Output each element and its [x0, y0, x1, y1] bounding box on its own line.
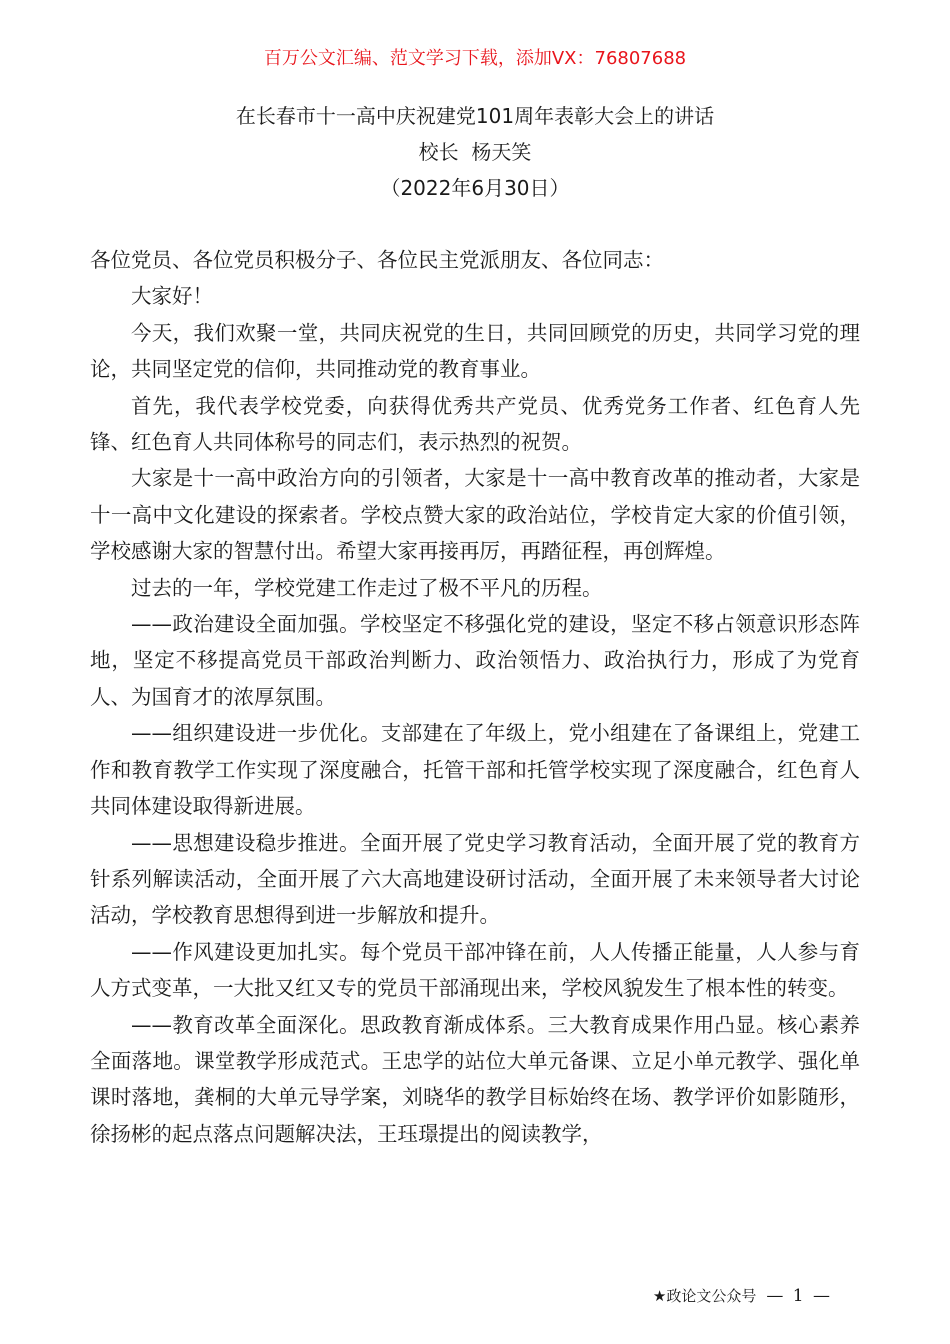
paragraph: ——政治建设全面加强。学校坚定不移强化党的建设，坚定不移占领意识形态阵地，坚定不移提高党员干部政治判断力、政治领悟力、政治执行力，形成了为党育人、为国育才的浓厚氛围。 — [90, 612, 860, 709]
speaker-line: 校长 杨天笑 — [418, 140, 532, 164]
salutation: 各位党员、各位党员积极分子、各位民主党派朋友、各位同志： — [90, 248, 664, 272]
ad-banner: 百万公文汇编、范文学习下载，添加VX：76807688 — [263, 48, 687, 69]
speech-title: 在长春市十一高中庆祝建党101周年表彰大会上的讲话 — [235, 104, 715, 128]
title-block — [0, 98, 950, 206]
paragraph: ——作风建设更加扎实。每个党员干部冲锋在前，人人传播正能量，人人参与育人方式变革，一大批又红又专的党员干部涌现出来，学校风貌发生了根本性的转变。 — [90, 939, 860, 1001]
page-number: — 1 — — [766, 1286, 832, 1306]
speech-body — [90, 242, 860, 1152]
speech-date: （2022年6月30日） — [380, 176, 570, 200]
footer-source: ★政论文公众号 — [652, 1287, 757, 1305]
paragraph: ——教育改革全面深化。思政教育渐成体系。三大教育成果作用凸显。核心素养全面落地。课堂教学形成范式。王忠学的站位大单元备课、立足小单元教学、强化单课时落地，龚桐的大单元导学案，刘晓华的教学目标始终在场、教学评价如影随形，徐扬彬的起点落点问题解决法，王珏璟提出的阅读教学， — [90, 1012, 860, 1146]
paragraph: 今天，我们欢聚一堂，共同庆祝党的生日，共同回顾党的历史，共同学习党的理论，共同坚定党的信仰，共同推动党的教育事业。 — [90, 320, 860, 382]
paragraph: ——思想建设稳步推进。全面开展了党史学习教育活动，全面开展了党的教育方针系列解读活动，全面开展了六大高地建设研讨活动，全面开展了未来领导者大讨论活动，学校教育思想得到进一步解放和提升。 — [90, 830, 860, 928]
page-footer — [653, 1282, 832, 1310]
paragraph: 首先，我代表学校党委，向获得优秀共产党员、优秀党务工作者、红色育人先锋、红色育人共同体称号的同志们，表示热烈的祝贺。 — [90, 393, 860, 455]
paragraph: 大家好！ — [131, 284, 213, 309]
paragraph: ——组织建设进一步优化。支部建在了年级上，党小组建在了备课组上，党建工作和教育教学工作实现了深度融合，托管干部和托管学校实现了深度融合，红色育人共同体建设取得新进展。 — [90, 721, 860, 819]
paragraph: 过去的一年，学校党建工作走过了极不平凡的历程。 — [131, 575, 603, 600]
paragraph: 大家是十一高中政治方向的引领者，大家是十一高中教育改革的推动者，大家是十一高中文化建设的探索者。学校点赞大家的政治站位，学校肯定大家的价值引领，学校感谢大家的智慧付出。希望大家再接再厉，再踏征程，再创辉煌。 — [90, 466, 860, 564]
